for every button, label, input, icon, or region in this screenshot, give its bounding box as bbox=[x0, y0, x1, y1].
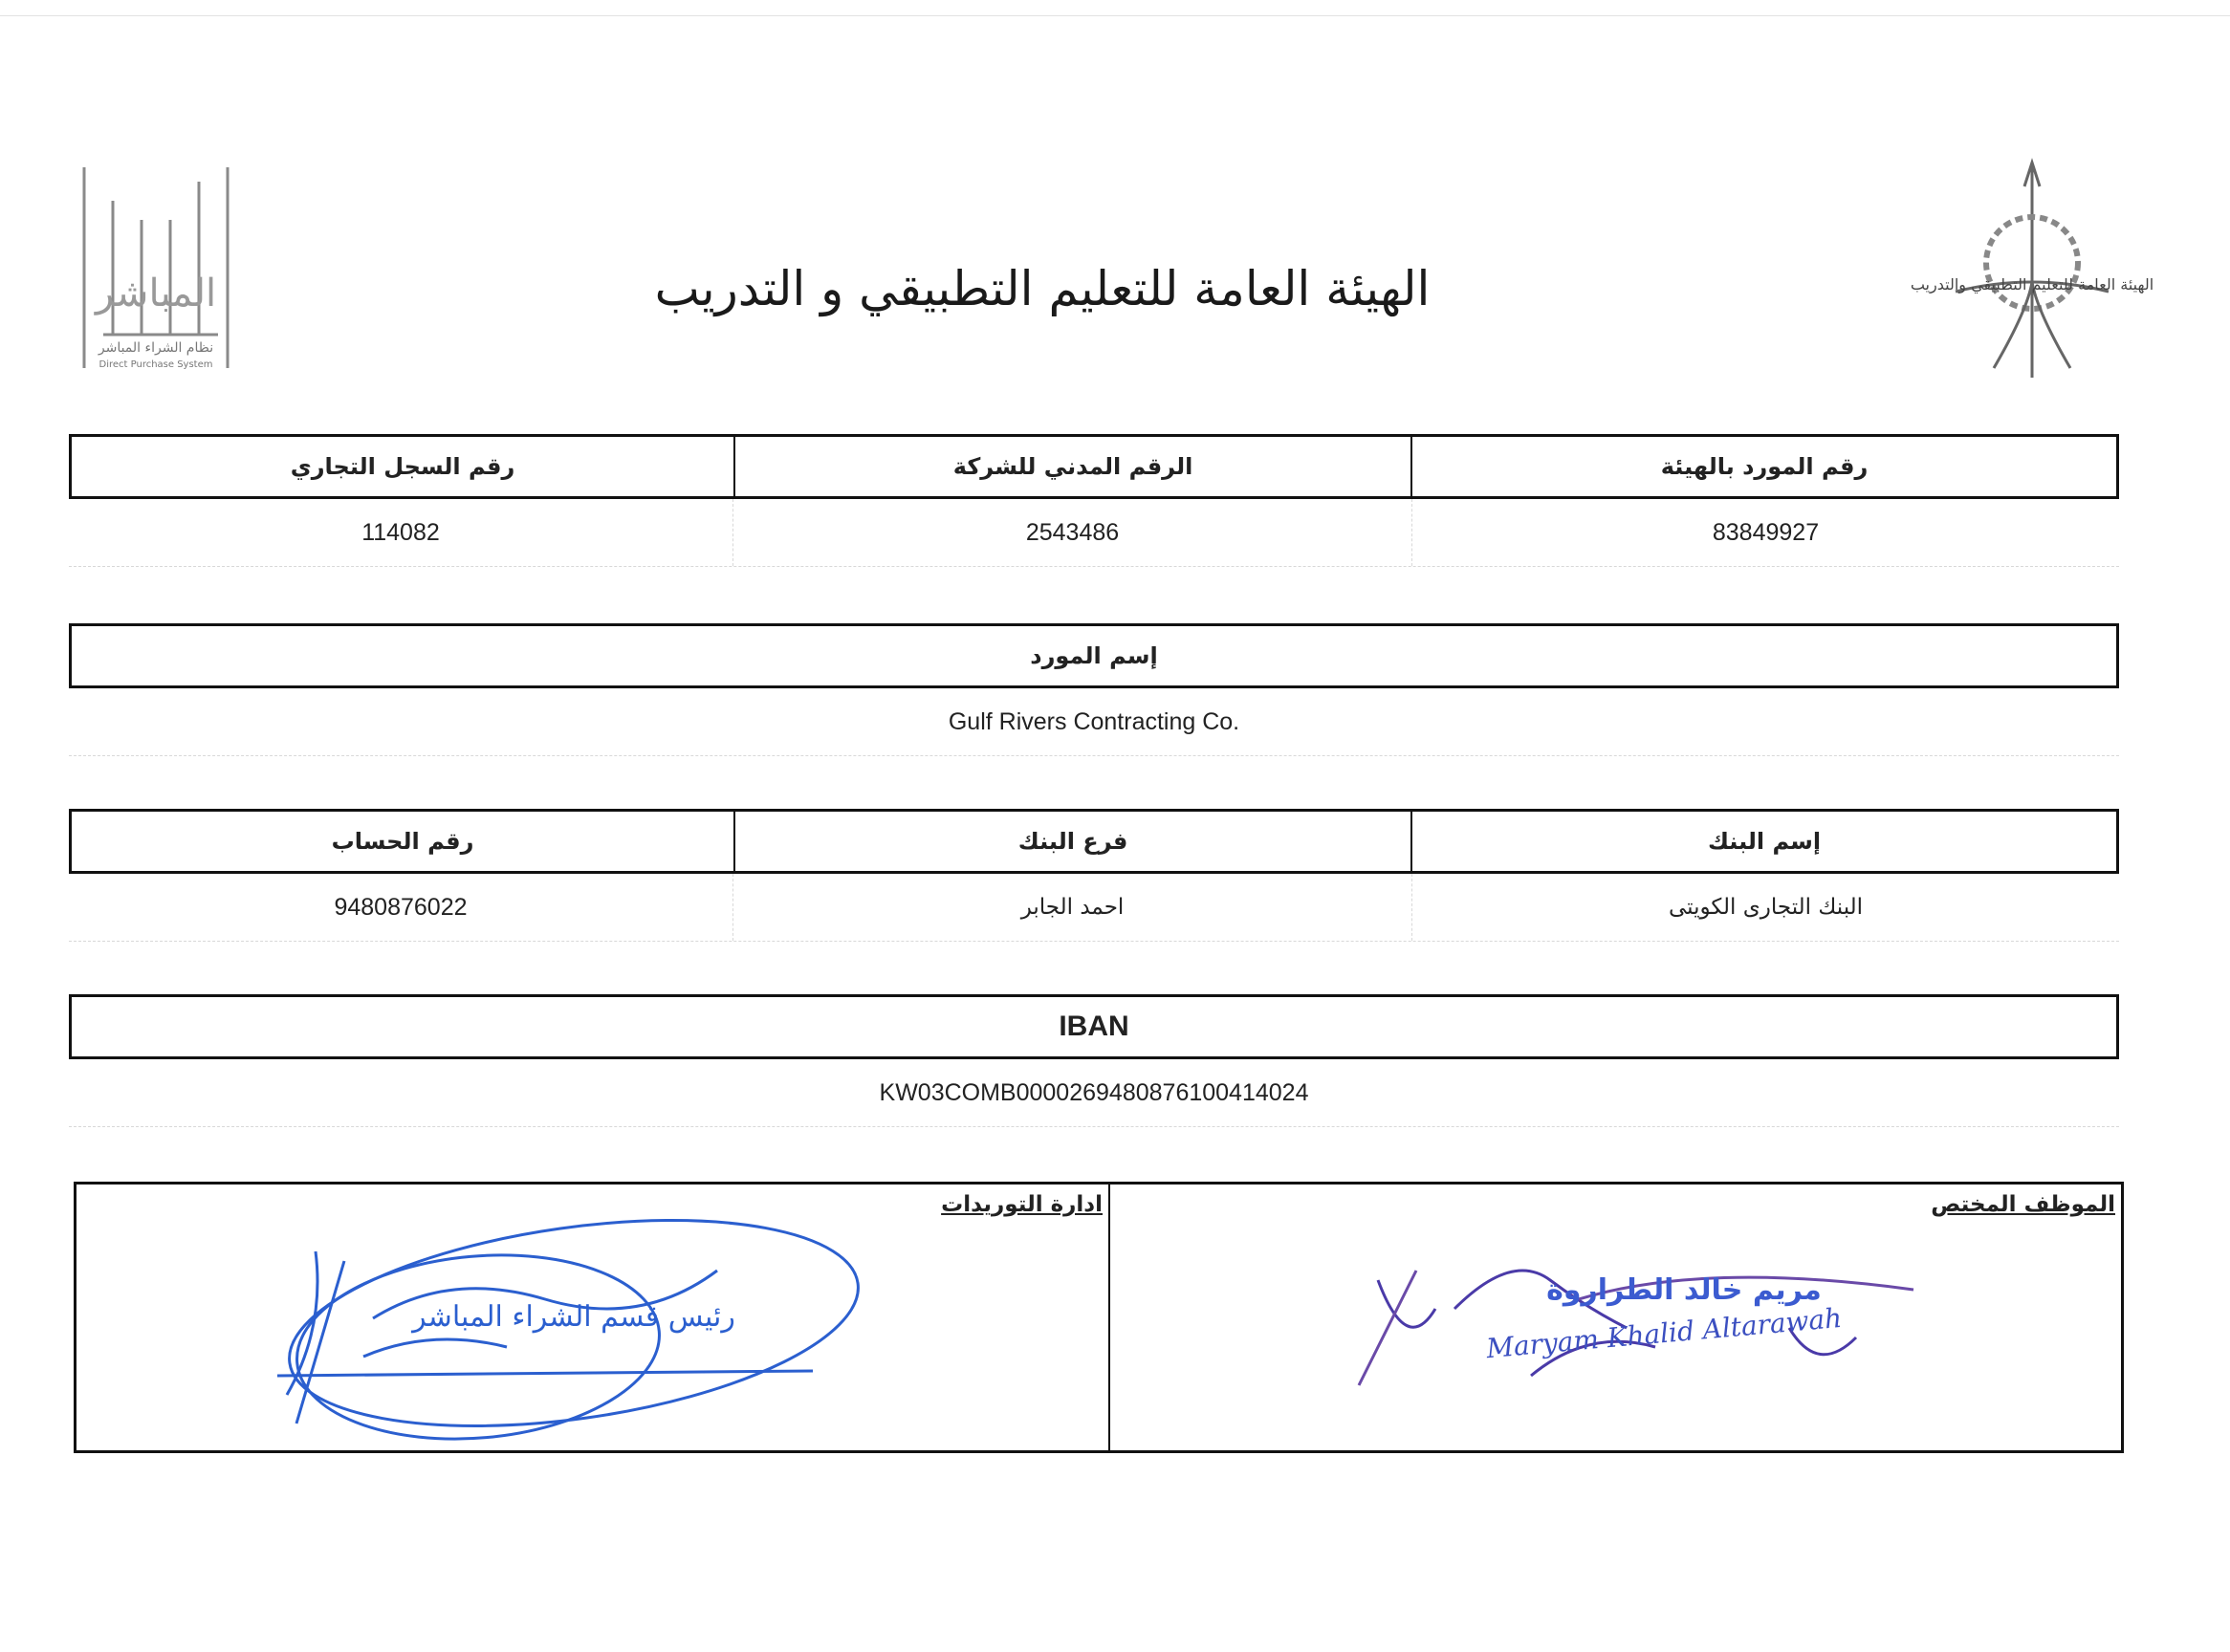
commercial-register-value: 114082 bbox=[361, 518, 440, 546]
bank-branch-value: احمد الجابر bbox=[732, 874, 1411, 941]
bank-name-value: البنك التجارى الكويتى bbox=[1411, 874, 2119, 941]
supplier-name-value: Gulf Rivers Contracting Co. bbox=[948, 707, 1240, 735]
logo-right-text: الهيئة العامة للتعليم التطبيقي والتدريب bbox=[1910, 275, 2154, 293]
table-header-row bbox=[69, 809, 2119, 874]
table-header-row bbox=[69, 994, 2119, 1059]
civil-number-value: 2543486 bbox=[732, 499, 1411, 566]
employee-label: الموظف المختص bbox=[1931, 1192, 2115, 1217]
account-number-value: 9480876022 bbox=[334, 893, 468, 921]
bank-table bbox=[69, 809, 2119, 942]
employee-signature-area bbox=[1110, 1185, 2121, 1450]
iban-value: KW03COMB0000269480876100414024 bbox=[879, 1078, 1309, 1106]
signer-name-arabic: مريم خالد الطراروة bbox=[1546, 1273, 1822, 1307]
table-row bbox=[69, 874, 2119, 942]
procurement-label: ادارة التوريدات bbox=[941, 1192, 1103, 1217]
direct-purchase-logo bbox=[75, 163, 237, 373]
supplier-name-table bbox=[69, 623, 2119, 756]
logo-left-subtitle: نظام الشراء المباشر bbox=[98, 340, 214, 356]
stamp-text: رئيس قسم الشراء المباشر bbox=[412, 1300, 735, 1334]
supplier-ids-table bbox=[69, 434, 2119, 567]
table-row bbox=[69, 499, 2119, 567]
header-civil-number: الرقم المدني للشركة bbox=[733, 437, 1410, 496]
page-title: الهيئة العامة للتعليم التطبيقي و التدريب bbox=[654, 261, 1431, 316]
header-bank-name: إسم البنك bbox=[1410, 812, 2116, 871]
logo-left-text: المباشر bbox=[95, 272, 217, 315]
table-header-row bbox=[69, 434, 2119, 499]
header-bank-branch: فرع البنك bbox=[733, 812, 1410, 871]
header-supplier-number: رقم المورد بالهيئة bbox=[1410, 437, 2116, 496]
scan-edge-line bbox=[0, 15, 2230, 16]
header-account-number: رقم الحساب bbox=[331, 828, 474, 855]
signature-box bbox=[74, 1182, 2124, 1453]
procurement-signature-area bbox=[77, 1185, 1110, 1450]
table-header-row bbox=[69, 623, 2119, 688]
logo-left-english: Direct Purchase System bbox=[98, 359, 213, 370]
procurement-stamp bbox=[258, 1213, 908, 1443]
supplier-number-value: 83849927 bbox=[1411, 499, 2119, 566]
paaet-logo bbox=[1910, 158, 2154, 378]
signer-name-english: Maryam Khalid Altarawah bbox=[1484, 1301, 1844, 1365]
table-row bbox=[69, 1059, 2119, 1127]
header-commercial-register: رقم السجل التجاري bbox=[290, 453, 515, 480]
table-row bbox=[69, 688, 2119, 756]
employee-signature bbox=[1340, 1223, 1933, 1414]
header-supplier-name: إسم المورد bbox=[1030, 642, 1158, 669]
header-iban: IBAN bbox=[1059, 1011, 1129, 1042]
iban-table bbox=[69, 994, 2119, 1127]
